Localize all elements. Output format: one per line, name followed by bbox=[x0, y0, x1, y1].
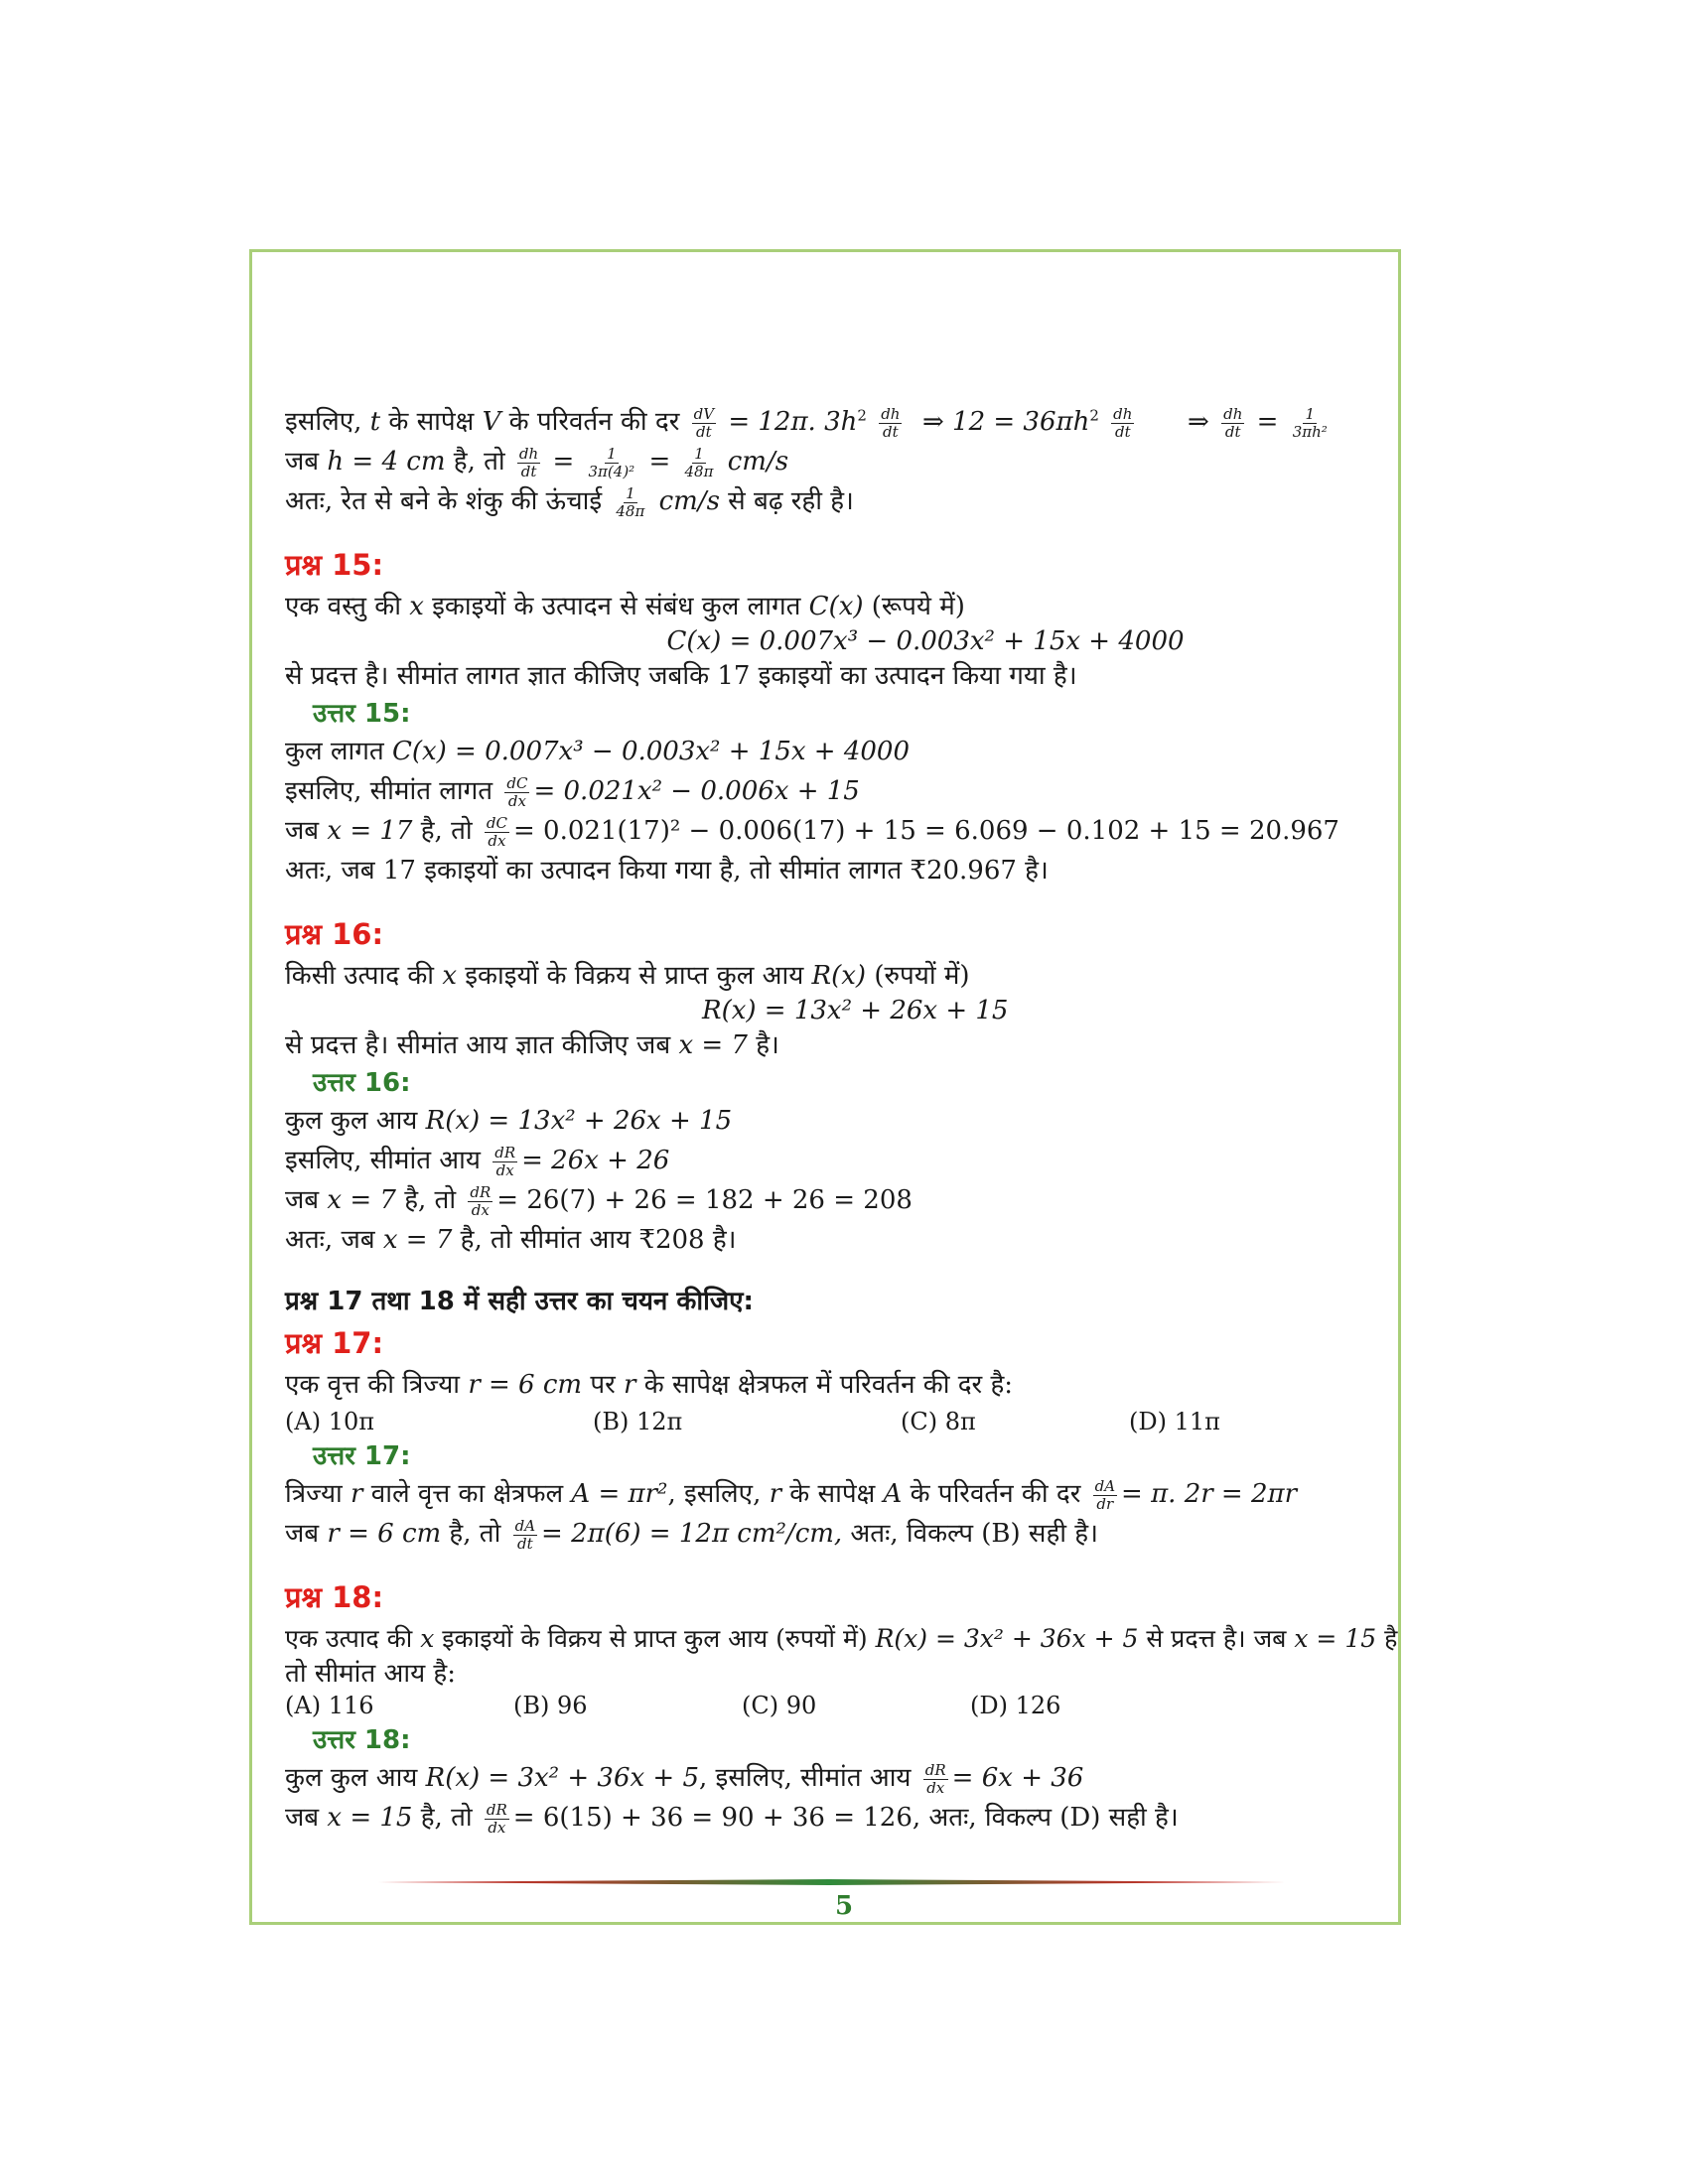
a15-line-1: कुल लागत C(x) = 0.007x³ − 0.003x² + 15x + 4000 bbox=[285, 737, 911, 766]
fraction: $\frac{1}{\text{3π(4)²}}$ bbox=[588, 444, 635, 480]
a16-line-2: इसलिए, सीमांत आय $\frac{dR}{dx}$ = 26x + 26 bbox=[285, 1143, 670, 1179]
question-15-title: प्रश्न 15: bbox=[285, 548, 384, 582]
q15-line-3: से प्रदत्त है। सीमांत लागत ज्ञात कीजिए जबकि 17 इकाइयों का उत्पादन किया गया है। bbox=[285, 661, 1077, 691]
text: से बढ़ रही है। bbox=[719, 486, 854, 516]
option-c: (C) 90 bbox=[742, 1692, 817, 1719]
fraction: $\frac{dh}{dt}$ bbox=[518, 444, 539, 480]
instruction-heading: प्रश्न 17 तथा 18 में सही उत्तर का चयन कीजिए: bbox=[285, 1287, 754, 1316]
answer-16-title: उत्तर 16: bbox=[313, 1068, 411, 1098]
q17-line-1: एक वृत्त की त्रिज्या r = 6 cm पर r के सापेक्ष क्षेत्रफल में परिवर्तन की दर है: bbox=[285, 1370, 1014, 1400]
math: ⇒ bbox=[1188, 407, 1209, 437]
math: = bbox=[648, 447, 671, 477]
page-number: 5 bbox=[834, 1891, 854, 1921]
math: = bbox=[1256, 407, 1279, 437]
option-b: (B) 12π bbox=[593, 1408, 683, 1435]
text: इसलिए, bbox=[285, 407, 370, 437]
math: = bbox=[552, 447, 575, 477]
fraction: $\frac{dh}{dt}$ bbox=[881, 404, 901, 441]
q15-formula: C(x) = 0.007x³ − 0.003x² + 15x + 4000 bbox=[666, 626, 1185, 656]
a16-line-1: कुल कुल आय R(x) = 13x² + 26x + 15 bbox=[285, 1106, 733, 1136]
option-d: (D) 126 bbox=[970, 1692, 1061, 1719]
intro-line-2 bbox=[285, 442, 1387, 481]
math: 2 bbox=[857, 406, 867, 425]
text: के परिवर्तन की दर bbox=[500, 407, 688, 437]
math: t bbox=[369, 407, 381, 437]
math: cm/s bbox=[727, 447, 789, 477]
fraction: $\frac{dh}{dt}$ bbox=[1113, 404, 1133, 441]
fraction: $\frac{dV}{dt}$ bbox=[693, 404, 715, 441]
answer-15-title: उत्तर 15: bbox=[313, 699, 411, 729]
option-a: (A) 10π bbox=[285, 1408, 374, 1435]
fraction: $\frac{1}{48\pi}$ bbox=[616, 483, 645, 520]
math: 2 bbox=[1089, 406, 1099, 425]
q16-line-1: किसी उत्पाद की x इकाइयों के विक्रय से प्राप्त कुल आय R(x) (रुपयों में) bbox=[285, 961, 970, 991]
fraction: $\frac{1}{48\pi}$ bbox=[684, 444, 714, 480]
answer-17-title: उत्तर 17: bbox=[313, 1441, 411, 1471]
a15-line-3: जब x = 17 है, तो $\frac{dC}{dx}$ = 0.021(17)² − 0.006(17) + 15 = 6.069 − 0.102 + 15 = 20.967 bbox=[285, 813, 1339, 850]
math: = 12π. 3h bbox=[728, 407, 858, 437]
question-18-title: प्रश्न 18: bbox=[285, 1580, 384, 1614]
math: ⇒ 12 = 36πh bbox=[921, 407, 1090, 437]
math: cm/s bbox=[658, 486, 720, 516]
q15-line-1: एक वस्तु की x इकाइयों के उत्पादन से संबंध कुल लागत C(x) (रूपये में) bbox=[285, 592, 965, 621]
a16-line-4: अतः, जब x = 7 है, तो सीमांत आय ₹208 है। bbox=[285, 1225, 737, 1255]
question-17-title: प्रश्न 17: bbox=[285, 1326, 384, 1360]
q17-options bbox=[285, 1405, 1387, 1438]
fraction: $\frac{1}{\text{3πh²}}$ bbox=[1292, 404, 1328, 441]
a15-line-4: अतः, जब 17 इकाइयों का उत्पादन किया गया है, तो सीमांत लागत ₹20.967 है। bbox=[285, 856, 1049, 886]
option-a: (A) 116 bbox=[285, 1692, 374, 1719]
text: जब bbox=[285, 447, 328, 477]
a17-line-2: जब r = 6 cm है, तो $\frac{dA}{dt}$ = 2π(6) = 12π cm²/cm, अतः, विकल्प (B) सही है। bbox=[285, 1516, 1098, 1553]
option-c: (C) 8π bbox=[901, 1408, 976, 1435]
page-content bbox=[285, 402, 1398, 1838]
a18-line-1: कुल कुल आय R(x) = 3x² + 36x + 5, इसलिए, सीमांत आय $\frac{dR}{dx}$ = 6x + 36 bbox=[285, 1760, 1084, 1797]
q16-line-3: से प्रदत्त है। सीमांत आय ज्ञात कीजिए जब x = 7 है। bbox=[285, 1030, 779, 1060]
math: V bbox=[482, 407, 501, 437]
intro-line-1 bbox=[285, 402, 1387, 442]
q18-line-1: एक उत्पाद की x इकाइयों के विक्रय से प्राप्त कुल आय (रुपयों में) R(x) = 3x² + 36x + 5 से प्रदत्त है। जब x = 15 है bbox=[285, 1624, 1398, 1653]
text: है, तो bbox=[445, 447, 513, 477]
intro-line-3 bbox=[285, 481, 1387, 521]
q16-formula: R(x) = 13x² + 26x + 15 bbox=[702, 996, 1009, 1025]
answer-18-title: उत्तर 18: bbox=[313, 1725, 411, 1755]
q18-options bbox=[285, 1689, 1387, 1722]
option-d: (D) 11π bbox=[1129, 1408, 1220, 1435]
a15-line-2: इसलिए, सीमांत लागत $\frac{dC}{dx}$ = 0.021x² − 0.006x + 15 bbox=[285, 773, 860, 810]
question-16-title: प्रश्न 16: bbox=[285, 917, 384, 951]
text: के सापेक्ष bbox=[380, 407, 483, 437]
a18-line-2: जब x = 15 है, तो $\frac{dR}{dx}$ = 6(15) + 36 = 90 + 36 = 126, अतः, विकल्प (D) सही है। bbox=[285, 1800, 1179, 1837]
option-b: (B) 96 bbox=[513, 1692, 588, 1719]
a17-line-1: त्रिज्या r वाले वृत्त का क्षेत्रफल A = πr², इसलिए, r के सापेक्ष A के परिवर्तन की दर $\frac{dA}{dr}$ = π. 2r = 2πr bbox=[285, 1476, 1298, 1513]
math: h = 4 cm bbox=[327, 447, 446, 477]
fraction: $\frac{dh}{dt}$ bbox=[1223, 404, 1243, 441]
text: अतः, रेत से बने के शंकु की ऊंचाई bbox=[285, 486, 611, 516]
a16-line-3: जब x = 7 है, तो $\frac{dR}{dx}$ = 26(7) + 26 = 182 + 26 = 208 bbox=[285, 1182, 913, 1219]
q18-line-2: तो सीमांत आय है: bbox=[285, 1659, 456, 1689]
